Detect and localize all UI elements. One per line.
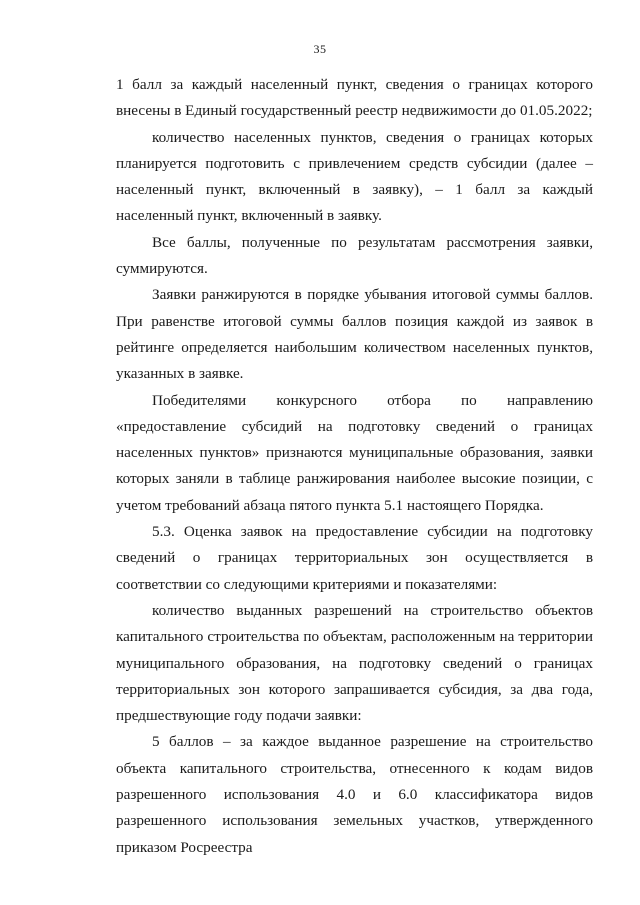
paragraph-2: количество населенных пунктов, сведения о границах которых планируется подготовить с привлечением средств субсидии (далее – населенный пункт, включенный в заявку), – 1 балл за каждый населенный пункт, включенный в заявку.: [116, 128, 593, 225]
paragraph-4: Заявки ранжируются в порядке убывания итоговой суммы баллов. При равенстве итоговой суммы баллов позиция каждой из заявок в рейтинге определяется наибольшим количеством населенных пунктов, указанных в заявке.: [116, 286, 593, 383]
paragraph-8: 5 баллов – за каждое выданное разрешение на строительство объекта капитального строительства, отнесенного к кодам видов разрешенного использования 4.0 и 6.0 классификатора видов разрешенного использования земельных участков, утвержденного приказом Росреестра: [116, 733, 593, 856]
paragraph-7: количество выданных разрешений на строительство объектов капитального строительства по объектам, расположенным на территории муниципального образования, на подготовку сведений о границах территориальных зон которого запрашивается субсидия, за два года, предшествующие году подачи заявки:: [116, 601, 593, 725]
paragraph-1: 1 балл за каждый населенный пункт, сведения о границах которого внесены в Единый государственный реестр недвижимости до 01.05.2022;: [116, 76, 593, 120]
page-number: 35: [313, 42, 327, 56]
paragraph-3: Все баллы, полученные по результатам рассмотрения заявки, суммируются.: [116, 233, 593, 278]
document-body: [116, 72, 593, 861]
paragraph-6: 5.3. Оценка заявок на предоставление субсидии на подготовку сведений о границах территориальных зон осуществляется в соответствии со следующими критериями и показателями:: [116, 523, 593, 593]
paragraph-5: Победителями конкурсного отбора по направлению «предоставление субсидий на подготовку сведений о границах населенных пунктов» признаются муниципальные образования, заявки которых заняли в таблице ранжирования наиболее высокие позиции, с учетом требований абзаца пятого пункта 5.1 настоящего Порядка.: [116, 391, 593, 514]
